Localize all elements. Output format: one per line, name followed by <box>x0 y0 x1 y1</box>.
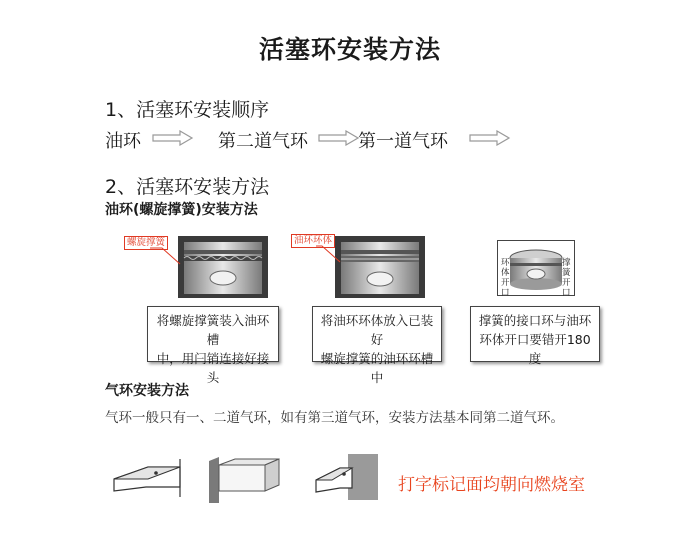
pointer-line <box>316 244 342 266</box>
arrow-right-icon <box>469 130 511 146</box>
pointer-line <box>150 246 182 268</box>
gas-ring-body: 气环一般只有一、二道气环，如有第三道气环，安装方法基本同第二道气环。 <box>105 410 564 426</box>
ring-gap-label: 环体开口 <box>501 258 510 298</box>
sequence-step-3: 第一道气环 <box>358 131 448 152</box>
step-2-line-1: 将油环环体放入已装好 <box>320 313 434 347</box>
ring-section-2-image <box>205 455 285 505</box>
piston-oil-ring-image <box>335 236 425 298</box>
sequence-step-1: 油环 <box>105 131 141 152</box>
page-title: 活塞环安装方法 <box>258 35 441 64</box>
step-3-line-1: 撑簧的接口环与油环 <box>478 313 592 328</box>
arrow-right-icon <box>318 130 360 146</box>
step-1-line-2: 中，用闩销连接好接头 <box>156 351 270 385</box>
sequence-step-2: 第二道气环 <box>218 131 308 152</box>
ring-section-1-image <box>108 453 188 499</box>
step-1-line-1: 将螺旋撑簧装入油环槽 <box>156 313 270 347</box>
step-box-3 <box>470 306 600 366</box>
step-2-line-2: 螺旋撑簧的油环环槽中 <box>320 351 434 385</box>
step-box-2 <box>312 306 442 385</box>
marking-note: 打字标记面均朝向燃烧室 <box>398 475 585 495</box>
section2-heading: 2、活塞环安装方法 <box>105 176 270 198</box>
oil-ring-tag: 油环环体 <box>291 234 335 248</box>
spring-gap-label: 撑簧开口 <box>562 258 571 298</box>
piston-spring-image <box>178 236 268 298</box>
section1-heading: 1、活塞环安装顺序 <box>105 99 270 121</box>
spring-tag: 螺旋撑簧 <box>124 236 168 250</box>
step-box-1 <box>147 306 279 385</box>
step-3-line-2: 环体开口要错开180度 <box>479 332 591 366</box>
section2-subheading: 油环(螺旋撑簧)安装方法 <box>105 202 258 218</box>
gas-ring-heading: 气环安装方法 <box>105 383 189 399</box>
ring-section-3-image <box>312 452 380 502</box>
arrow-right-icon <box>152 130 194 146</box>
